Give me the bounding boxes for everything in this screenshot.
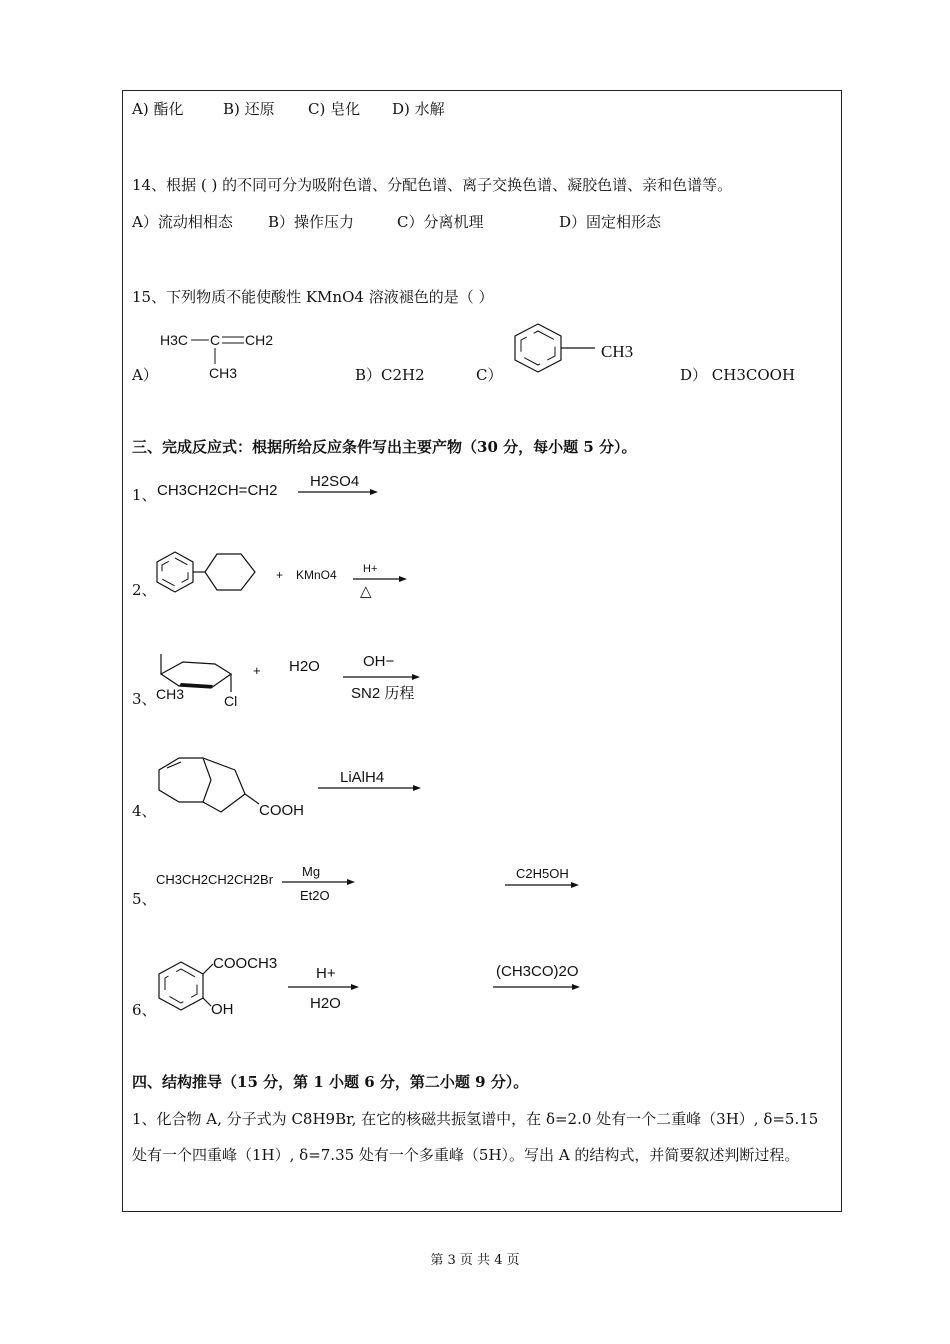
q14-option-b: B）操作压力	[268, 213, 355, 231]
r3-top: OH−	[363, 653, 395, 670]
bond-line	[203, 998, 211, 1006]
r3-number: 3、	[132, 690, 157, 708]
q13-option-d: D) 水解	[392, 100, 445, 118]
r6-reagent2: (CH3CO)2O	[496, 963, 579, 980]
cyclohexylbenzene-structure	[155, 550, 265, 596]
r1-reactant: CH3CH2CH=CH2	[157, 482, 278, 499]
q14-option-a: A）流动相相态	[132, 213, 233, 231]
section3-title: 三、完成反应式：根据所给反应条件写出主要产物（30 分，每小题 5 分）。	[132, 438, 637, 456]
q14-option-c: C）分离机理	[397, 213, 484, 231]
r6-number: 6、	[132, 1001, 157, 1019]
q14-stem: 14、根据 ( ) 的不同可分为吸附色谱、分配色谱、离子交换色谱、凝胶色谱、亲和色谱等。	[132, 176, 733, 194]
methyl-salicylate-structure	[153, 950, 288, 1020]
indene-acid-structure	[153, 756, 323, 822]
isobutylene-structure	[155, 326, 285, 386]
r4-reagent: LiAlH4	[340, 769, 385, 786]
r5-reactant: CH3CH2CH2CH2Br	[156, 872, 274, 887]
page-frame	[122, 90, 842, 1212]
q15-label-c: C）	[476, 366, 503, 384]
section4-q1-line2: 处有一个四重峰（1H）, δ=7.35 处有一个多重峰（5H）。写出 A 的结构式，并简要叙述判断过程。	[132, 1146, 800, 1164]
r1-number: 1、	[132, 486, 157, 504]
r4-group: COOH	[259, 802, 304, 819]
q15-label-d: D） CH3COOH	[680, 366, 796, 384]
r1-reagent: H2SO4	[310, 473, 360, 490]
r6-arrow-1	[288, 962, 368, 1012]
r3-plus: +	[253, 663, 261, 678]
page-footer: 第 3 页 共 4 页	[430, 1253, 520, 1268]
r1-arrow	[298, 470, 388, 500]
r6-top: H+	[316, 965, 336, 982]
r2-bottom: △	[360, 583, 372, 600]
q15-label-b: B）C2H2	[355, 366, 425, 384]
q15-label-a: A）	[132, 366, 158, 384]
section4-q1-line1: 1、化合物 A, 分子式为 C8H9Br, 在它的核磁共振氢谱中，在 δ=2.0 处有一个二重峰（3H）, δ=5.15	[132, 1110, 819, 1128]
q13-option-a: A) 酯化	[132, 100, 184, 118]
r3-water: H2O	[289, 658, 320, 675]
isobutylene-h3c: H3C	[160, 332, 189, 348]
r2-number: 2、	[132, 581, 157, 599]
r6-arrow-2	[493, 958, 588, 994]
section4-title: 四、结构推导（15 分，第 1 小题 6 分，第二小题 9 分）。	[132, 1073, 529, 1091]
benzene-inner-bonds	[521, 331, 555, 365]
toluene-ch3: CH3	[601, 342, 634, 361]
r5-number: 5、	[132, 890, 157, 908]
r5-top: Mg	[302, 864, 321, 879]
benzene-inner-bonds	[165, 969, 197, 1003]
r4-arrow	[318, 766, 428, 796]
isobutylene-ch2: CH2	[245, 332, 274, 348]
r5-arrow-2	[505, 862, 587, 892]
double-bond	[167, 762, 181, 768]
r3-bottom: SN2 历程	[351, 685, 415, 702]
bond-line	[235, 770, 245, 794]
r5-reagent2: C2H5OH	[516, 866, 569, 881]
r6-bottom: H2O	[310, 995, 341, 1012]
r6-ester: COOCH3	[213, 955, 278, 972]
r3-cl: Cl	[224, 693, 238, 709]
r5-arrow-1	[282, 862, 362, 906]
q13-option-c: C) 皂化	[308, 100, 361, 118]
r2-top: H+	[363, 563, 378, 575]
isobutylene-c: C	[210, 332, 221, 348]
cyclohexane-ring	[205, 554, 255, 590]
toluene-structure	[515, 320, 645, 384]
chlorocyclohexane-structure	[153, 652, 253, 708]
q14-option-d: D）固定相形态	[559, 213, 662, 231]
six-ring	[159, 758, 211, 802]
r3-ch3: CH3	[156, 686, 185, 702]
bond-line	[221, 794, 245, 812]
bond-line	[245, 794, 259, 804]
isobutylene-ch3: CH3	[209, 365, 238, 381]
r6-oh: OH	[211, 1001, 234, 1018]
r3-arrow	[343, 650, 428, 706]
bond-line	[203, 964, 213, 974]
bond-line	[203, 758, 235, 770]
q13-option-b: B) 还原	[223, 100, 275, 118]
q15-stem: 15、下列物质不能使酸性 KMnO4 溶液褪色的是（ ）	[132, 288, 494, 306]
r2-oxidant: KMnO4	[296, 568, 337, 582]
bond-line	[203, 802, 221, 812]
r2-arrow	[353, 560, 413, 600]
r4-number: 4、	[132, 802, 157, 820]
benzene-inner-bonds	[162, 558, 188, 586]
r5-bottom: Et2O	[300, 888, 330, 903]
r2-plus: +	[276, 568, 284, 582]
